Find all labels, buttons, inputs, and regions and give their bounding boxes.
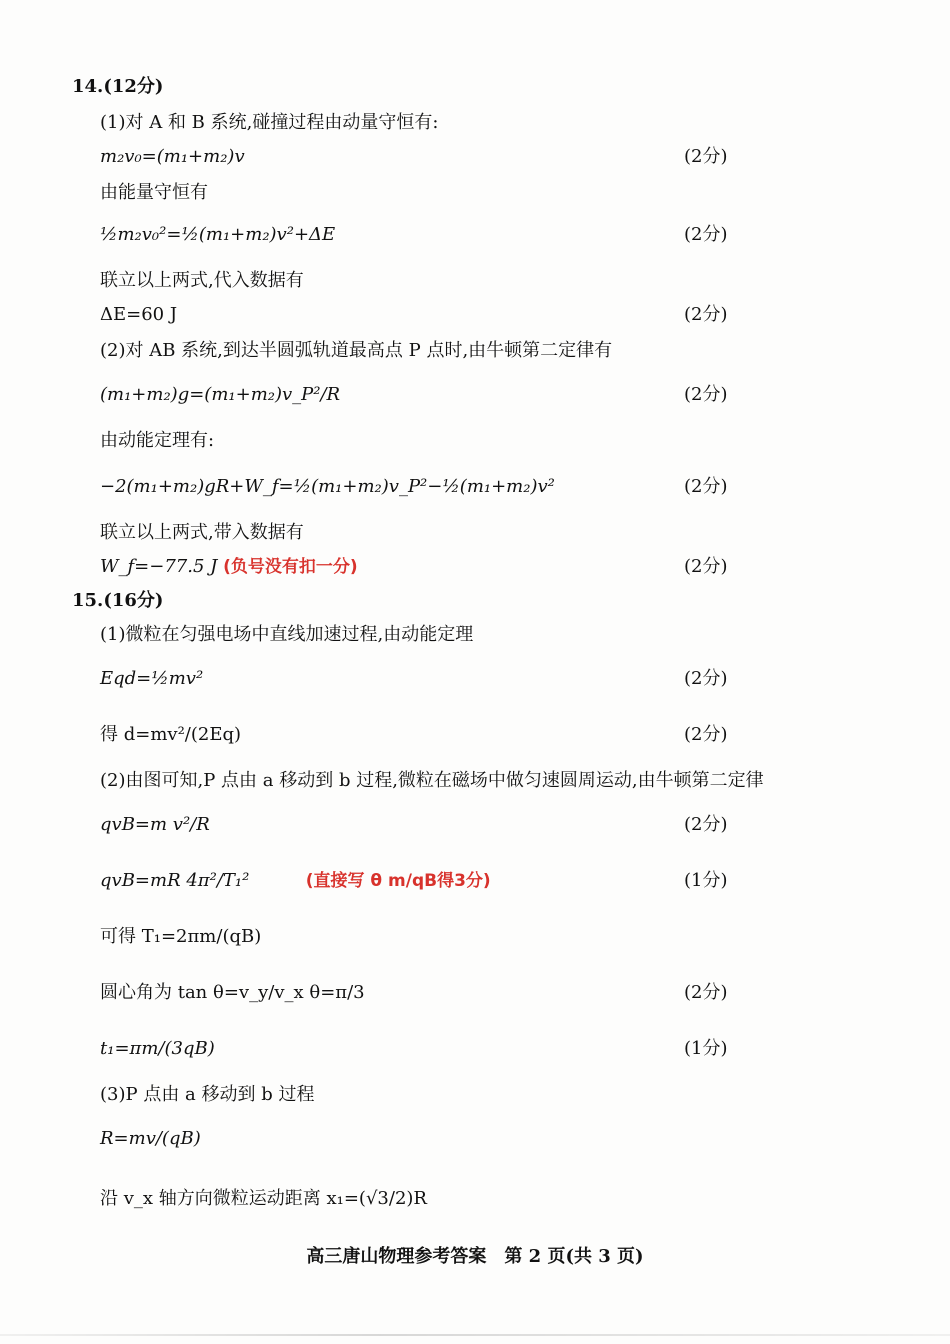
q15-eq-angle: 圆心角为 tan θ=v_y/v_x θ=π/3 <box>100 982 365 1003</box>
q15-eq-kinetic: Eqd=½mv² <box>100 668 204 689</box>
q15-eq-lorentz: qvB=m v²/R <box>100 814 210 835</box>
q14-eq-momentum-score: (2分) <box>684 146 728 167</box>
q14-eq-newton: (m₁+m₂)g=(m₁+m₂)v_P²/R <box>100 384 341 405</box>
q14-eq-delta-e-score: (2分) <box>684 304 728 325</box>
q14-header: 14.(12分) <box>72 76 164 97</box>
q15-eq-kinetic-score: (2分) <box>684 668 728 689</box>
q14-eq-momentum: m₂v₀=(m₁+m₂)v <box>100 146 245 167</box>
q15-eq-lorentz-score: (2分) <box>684 814 728 835</box>
q15-part2-intro: (2)由图可知,P 点由 a 移动到 b 过程,微粒在磁场中做匀速圆周运动,由牛顿第二定律 <box>100 770 764 791</box>
q14-eq-energy-score: (2分) <box>684 224 728 245</box>
q14-eq-wf-score: (2分) <box>684 556 728 577</box>
q14-eq-wf: W_f=−77.5 J <box>100 556 218 577</box>
q14-eq-energy: ½m₂v₀²=½(m₁+m₂)v²+ΔE <box>100 224 336 245</box>
q15-eq-radius: R=mv/(qB) <box>100 1128 201 1149</box>
q14-eq-work-energy-score: (2分) <box>684 476 728 497</box>
q14-eq-newton-score: (2分) <box>684 384 728 405</box>
q15-header: 15.(16分) <box>72 590 164 611</box>
q14-eq-work-energy: −2(m₁+m₂)gR+W_f=½(m₁+m₂)v_P²−½(m₁+m₂)v² <box>100 476 555 497</box>
q15-part1-intro: (1)微粒在匀强电场中直线加速过程,由动能定理 <box>100 624 474 645</box>
q14-grading-note: (负号没有扣一分) <box>223 557 358 577</box>
q14-combine-1: 联立以上两式,代入数据有 <box>100 270 304 291</box>
q14-part2-intro: (2)对 AB 系统,到达半圆弧轨道最高点 P 点时,由牛顿第二定律有 <box>100 340 613 361</box>
q15-eq-d-score: (2分) <box>684 724 728 745</box>
q15-period-line <box>100 868 750 894</box>
q15-part3-intro: (3)P 点由 a 移动到 b 过程 <box>100 1084 315 1105</box>
q15-eq-angle-score: (2分) <box>684 982 728 1003</box>
q14-result-line <box>100 554 750 580</box>
scan-edge-divider <box>0 1334 950 1336</box>
page-footer: 高三唐山物理参考答案 第 2 页(共 3 页) <box>306 1246 644 1267</box>
q15-grading-note: (直接写 θ m/qB得3分) <box>305 871 491 891</box>
q15-eq-t1: t₁=πm/(3qB) <box>100 1038 215 1059</box>
q15-eq-period-score: (1分) <box>684 870 728 891</box>
q14-eq-delta-e: ΔE=60 J <box>100 304 178 325</box>
q15-eq-distance: 沿 v_x 轴方向微粒运动距离 x₁=(√3/2)R <box>100 1188 427 1209</box>
q14-part1-intro: (1)对 A 和 B 系统,碰撞过程由动量守恒有: <box>100 112 439 133</box>
q15-eq-period: qvB=mR 4π²/T₁² <box>100 870 250 891</box>
q14-energy-label: 由能量守恒有 <box>100 182 208 203</box>
q15-eq-d: 得 d=mv²/(2Eq) <box>100 724 242 745</box>
q14-combine-2: 联立以上两式,带入数据有 <box>100 522 304 543</box>
q15-eq-t1-score: (1分) <box>684 1038 728 1059</box>
q14-theorem-label: 由动能定理有: <box>100 430 215 451</box>
q15-eq-t1-period: 可得 T₁=2πm/(qB) <box>100 926 262 947</box>
